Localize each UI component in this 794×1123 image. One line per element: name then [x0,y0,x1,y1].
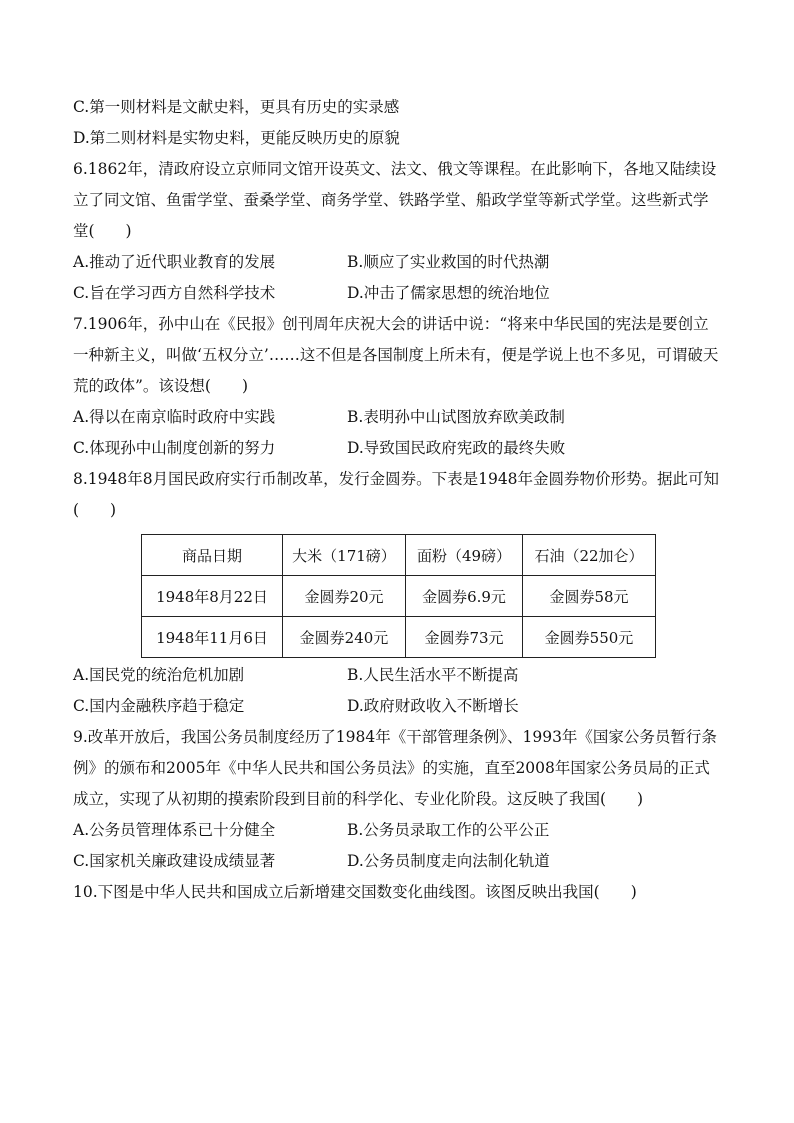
exam-page [73,92,723,908]
q8-stem: 8.1948年8月国民政府实行币制改革，发行金圆券。下表是1948年金圆券物价形势。据此可知( ) [73,470,720,519]
table-cell: 1948年11月6日 [142,617,283,658]
table-header-cell: 石油（22加仑） [523,535,656,576]
table-header-cell: 面粉（49磅） [406,535,523,576]
q8-option-c: C.国内金融秩序趋于稳定 [73,697,245,715]
table-cell: 金圆券20元 [283,576,406,617]
q6-options-row-1 [73,247,723,278]
table-cell: 金圆券6.9元 [406,576,523,617]
q6-option-d: D.冲击了儒家思想的统治地位 [347,284,550,302]
q7-option-a: A.得以在南京临时政府中实践 [73,408,276,426]
q9-option-d: D.公务员制度走向法制化轨道 [347,852,550,870]
q7-option-c: C.体现孙中山制度创新的努力 [73,439,276,457]
q8-option-d: D.政府财政收入不断增长 [347,697,519,715]
q9-stem: 9.改革开放后，我国公务员制度经历了1984年《干部管理条例》、1993年《国家公务员暂行条例》的颁布和2005年《中华人民共和国公务员法》的实施，直至2008年国家公务员局的正式成立，实现了从初期的摸索阶段到目前的科学化、专业化阶段。这反映了我国( ) [73,728,717,808]
q6-options-row-2 [73,278,723,309]
q6-stem: 6.1862年，清政府设立京师同文馆开设英文、法文、俄文等课程。在此影响下，各地又陆续设立了同文馆、鱼雷学堂、蚕桑学堂、商务学堂、铁路学堂、船政学堂等新式学堂。这些新式学堂( ) [73,160,717,240]
q8-price-table [141,534,656,658]
table-header-row [142,535,656,576]
q7-options-row-2 [73,433,723,464]
q6-option-c: C.旨在学习西方自然科学技术 [73,284,276,302]
q9-options-row-1 [73,815,723,846]
q7-option-d: D.导致国民政府宪政的最终失败 [347,439,566,457]
q8-option-a: A.国民党的统治危机加剧 [73,666,245,684]
q6-option-b: B.顺应了实业救国的时代热潮 [347,253,550,271]
q7-options-row-1 [73,402,723,433]
q5-option-d: D.第二则材料是实物史料，更能反映历史的原貌 [73,129,400,147]
table-cell: 金圆券58元 [523,576,656,617]
q9-option-a: A.公务员管理体系已十分健全 [73,821,276,839]
table-header-cell: 大米（171磅） [283,535,406,576]
q7-option-b: B.表明孙中山试图放弃欧美政制 [347,408,565,426]
table-row [142,617,656,658]
table-cell: 金圆券73元 [406,617,523,658]
table-header-cell: 商品日期 [142,535,283,576]
q10-stem: 10.下图是中华人民共和国成立后新增建交国数变化曲线图。该图反映出我国( ) [73,883,637,901]
table-row [142,576,656,617]
table-cell: 金圆券240元 [283,617,406,658]
q8-option-b: B.人民生活水平不断提高 [347,666,519,684]
q8-options-row-2 [73,691,723,722]
table-cell: 1948年8月22日 [142,576,283,617]
q7-stem: 7.1906年，孙中山在《民报》创刊周年庆祝大会的讲话中说：“将来中华民国的宪法是要创立一种新主义，叫做‘五权分立’……这不但是各国制度上所未有，便是学说上也不多见，可谓破天荒的政体”。该设想( ) [73,315,719,395]
q5-option-c: C.第一则材料是文献史料，更具有历史的实录感 [73,98,400,116]
q8-options-row-1 [73,660,723,691]
q9-option-b: B.公务员录取工作的公平公正 [347,821,550,839]
q6-option-a: A.推动了近代职业教育的发展 [73,253,276,271]
q9-option-c: C.国家机关廉政建设成绩显著 [73,852,276,870]
table-cell: 金圆券550元 [523,617,656,658]
q9-options-row-2 [73,846,723,877]
